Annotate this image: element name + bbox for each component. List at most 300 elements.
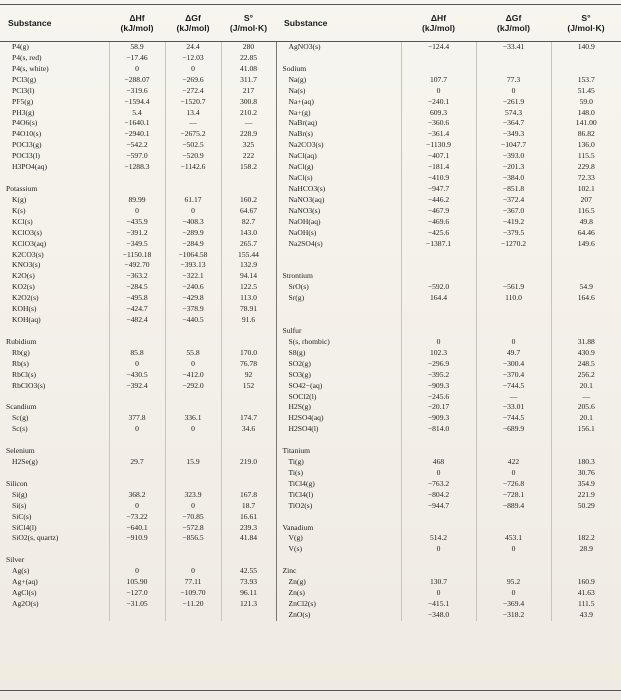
substance-cell <box>0 392 109 403</box>
substance-cell: Rb(g) <box>12 347 30 357</box>
section-heading: Silicon <box>6 478 28 488</box>
value-cell: −804.2 <box>427 489 450 499</box>
section-heading: Selenium <box>6 446 35 456</box>
value-cell: — <box>509 391 518 401</box>
value-cell <box>110 544 165 555</box>
header-dg-right: ΔGf (kJ/mol) <box>476 5 551 42</box>
value-cell: −410.9 <box>427 173 450 183</box>
value-cell: 164.4 <box>429 293 448 303</box>
value-cell <box>166 326 221 337</box>
value-cell: 110.0 <box>505 293 522 303</box>
substance-cell <box>0 326 109 337</box>
value-cell: −370.4 <box>502 369 525 379</box>
value-cell <box>402 446 476 457</box>
value-cell: 155.44 <box>238 249 259 259</box>
value-cell: 20.1 <box>579 413 593 423</box>
value-cell: −640.1 <box>126 522 148 532</box>
value-cell: −109.70 <box>180 588 206 598</box>
value-cell: −430.5 <box>126 369 148 379</box>
value-cell: 336.1 <box>184 413 202 423</box>
value-cell: −467.9 <box>427 205 450 215</box>
value-cell: 55.8 <box>186 347 200 357</box>
value-cell: −1064.58 <box>178 249 208 259</box>
value-cell <box>402 315 476 326</box>
value-cell: 24.4 <box>186 42 200 51</box>
value-cell: 0 <box>135 500 139 510</box>
value-cell: 16.61 <box>239 511 258 521</box>
value-cell: 0 <box>191 424 195 434</box>
value-cell <box>110 479 165 490</box>
substance-cell <box>277 53 401 64</box>
value-cell: 28.9 <box>579 544 593 554</box>
value-cell: 160.9 <box>577 577 595 587</box>
value-cell: 0 <box>511 588 516 598</box>
value-cell: −1270.2 <box>500 238 527 248</box>
header-row <box>0 5 621 42</box>
header-dg-left: ΔGf (kJ/mol) <box>165 5 221 42</box>
value-cell <box>222 435 276 446</box>
value-cell: 300.8 <box>239 96 258 106</box>
substance-cell: NaCl(s) <box>288 173 313 183</box>
value-cell: 77.11 <box>184 577 202 587</box>
section-heading: Potassium <box>6 183 38 193</box>
value-cell <box>402 555 476 566</box>
substance-cell: KClO3(s) <box>12 227 42 237</box>
value-cell: 609.3 <box>429 107 448 117</box>
value-cell <box>552 304 621 315</box>
value-cell: −361.4 <box>427 129 450 139</box>
value-cell: −124.4 <box>427 42 450 51</box>
value-cell: −2940.1 <box>124 129 150 139</box>
value-cell: — <box>244 118 253 128</box>
value-cell <box>402 304 476 315</box>
value-cell <box>477 64 551 75</box>
substance-cell: K(s) <box>12 205 26 215</box>
value-cell: −322.1 <box>182 271 204 281</box>
value-cell: −728.1 <box>502 489 525 499</box>
value-cell <box>552 512 621 523</box>
value-cell: 49.7 <box>506 347 521 357</box>
substance-cell: S8(g) <box>288 347 306 357</box>
value-cell: 143.0 <box>239 227 258 237</box>
value-cell <box>477 250 551 261</box>
substance-cell: H3PO4(aq) <box>12 162 48 172</box>
value-cell: 222 <box>242 151 255 161</box>
substance-cell: SO3(g) <box>288 369 311 379</box>
value-cell: 61.17 <box>184 194 202 204</box>
value-cell: −744.5 <box>502 413 525 423</box>
value-cell: 205.6 <box>577 402 595 412</box>
value-cell: 73.93 <box>239 577 258 587</box>
value-cell: −201.3 <box>502 162 525 172</box>
substance-cell: TiCl4(l) <box>288 489 314 499</box>
section-heading: Sulfur <box>282 325 302 335</box>
section-heading: Rubidium <box>6 336 37 346</box>
value-cell: −393.0 <box>502 151 525 161</box>
right-dg-column <box>476 42 551 621</box>
value-cell: 0 <box>436 588 441 598</box>
substance-cell: KClO3(aq) <box>12 238 47 248</box>
value-cell <box>402 566 476 577</box>
value-cell: 148.0 <box>577 107 595 117</box>
value-cell <box>110 446 165 457</box>
value-cell <box>222 173 276 184</box>
value-cell: 54.9 <box>579 282 593 292</box>
value-cell: 0 <box>135 566 139 576</box>
substance-cell <box>277 435 401 446</box>
substance-cell: RbClO3(s) <box>12 380 46 390</box>
substance-cell: SO2(g) <box>288 358 311 368</box>
section-heading: Vanadium <box>282 522 314 532</box>
value-cell: −360.6 <box>427 118 450 128</box>
section-heading: Zinc <box>282 566 297 576</box>
value-cell: −378.9 <box>182 304 204 314</box>
value-cell <box>222 326 276 337</box>
table-bottom-rule <box>0 690 621 691</box>
value-cell <box>477 555 551 566</box>
value-cell: 94.14 <box>239 271 258 281</box>
substance-cell: TiCl4(g) <box>288 478 315 488</box>
value-cell: 239.3 <box>239 522 258 532</box>
value-cell <box>110 337 165 348</box>
value-cell: 64.46 <box>577 227 595 237</box>
value-cell: −419.2 <box>502 216 525 226</box>
substance-cell: K2O2(s) <box>12 293 39 303</box>
value-cell <box>166 555 221 566</box>
section-heading: Scandium <box>6 402 37 412</box>
value-cell <box>477 446 551 457</box>
value-cell: 31.88 <box>577 336 595 346</box>
left-dh-column <box>109 42 165 621</box>
value-cell: 89.99 <box>128 194 146 204</box>
substance-cell: NaBr(aq) <box>288 118 318 128</box>
value-cell: −372.4 <box>502 194 525 204</box>
value-cell <box>110 468 165 479</box>
substance-cell: P4O10(s) <box>12 129 42 139</box>
value-cell <box>222 468 276 479</box>
value-cell <box>552 523 621 534</box>
value-cell: −70.85 <box>182 511 204 521</box>
value-cell: 29.7 <box>130 457 144 467</box>
value-cell: −12.03 <box>182 52 204 62</box>
value-cell: 41.84 <box>239 533 258 543</box>
value-cell: 0 <box>135 424 139 434</box>
value-cell: −425.6 <box>427 227 450 237</box>
value-cell: 140.9 <box>577 42 595 51</box>
value-cell: 121.3 <box>239 599 258 609</box>
substance-cell: PCl3(g) <box>12 74 37 84</box>
value-cell: −288.07 <box>124 74 150 84</box>
value-cell <box>552 555 621 566</box>
substance-cell: SiC(s) <box>12 511 32 521</box>
value-cell: −814.0 <box>427 424 450 434</box>
value-cell <box>166 402 221 413</box>
value-cell: −856.5 <box>182 533 204 543</box>
value-cell <box>166 446 221 457</box>
value-cell: 514.2 <box>429 533 448 543</box>
value-cell: 167.8 <box>239 489 258 499</box>
header-s-left: S° (J/mol·K) <box>221 5 276 42</box>
value-cell <box>110 392 165 403</box>
substance-cell: S(s, rhombic) <box>288 336 330 346</box>
value-cell <box>477 523 551 534</box>
substance-cell: H2SO4(aq) <box>288 413 324 423</box>
value-cell: −269.6 <box>182 74 204 84</box>
substance-cell: H2Se(g) <box>12 457 38 467</box>
value-cell: −272.4 <box>182 85 204 95</box>
substance-cell: NaNO3(aq) <box>288 194 325 204</box>
value-cell <box>166 479 221 490</box>
value-cell <box>222 392 276 403</box>
value-cell: −1288.3 <box>124 162 150 172</box>
value-cell <box>222 544 276 555</box>
value-cell: −73.22 <box>126 511 148 521</box>
value-cell: 0 <box>191 566 195 576</box>
value-cell: −348.0 <box>427 609 450 619</box>
value-cell: 77.3 <box>506 74 521 84</box>
value-cell: −1387.1 <box>425 238 452 248</box>
value-cell: 229.8 <box>577 162 595 172</box>
value-cell <box>166 544 221 555</box>
value-cell: −561.9 <box>502 282 525 292</box>
substance-cell <box>0 435 109 446</box>
value-cell: 91.6 <box>241 315 256 325</box>
value-cell: −597.0 <box>126 151 148 161</box>
substance-cell: Si(s) <box>12 500 27 510</box>
substance-cell <box>0 173 109 184</box>
substance-cell: Ag(s) <box>12 566 30 576</box>
value-cell <box>402 271 476 282</box>
value-cell: 20.1 <box>579 380 593 390</box>
value-cell <box>552 446 621 457</box>
value-cell <box>110 326 165 337</box>
left-dg-column <box>165 42 221 621</box>
substance-cell <box>0 468 109 479</box>
value-cell <box>477 260 551 271</box>
value-cell: 256.2 <box>577 369 595 379</box>
substance-cell: KNO3(s) <box>12 260 41 270</box>
value-cell: −412.0 <box>182 369 204 379</box>
substance-cell: Sc(s) <box>12 424 28 434</box>
substance-cell <box>277 512 401 523</box>
substance-cell: PF5(g) <box>12 96 34 106</box>
value-cell: 113.0 <box>240 293 257 303</box>
value-cell <box>552 566 621 577</box>
value-cell: 0 <box>191 63 195 73</box>
right-dh-column <box>401 42 476 621</box>
value-cell <box>402 512 476 523</box>
value-cell: 149.6 <box>577 238 595 248</box>
value-cell: −349.3 <box>502 129 525 139</box>
value-cell: 0 <box>135 205 139 215</box>
value-cell: −292.0 <box>182 380 204 390</box>
value-cell: 0 <box>191 358 195 368</box>
value-cell: 85.8 <box>130 347 144 357</box>
value-cell <box>402 64 476 75</box>
value-cell: −1640.1 <box>124 118 150 128</box>
header-s-right: S° (J/mol·K) <box>551 5 621 42</box>
value-cell: 95.2 <box>506 577 521 587</box>
substance-cell: NaCl(g) <box>288 162 314 172</box>
substance-cell: Ti(s) <box>288 467 303 477</box>
value-cell <box>552 64 621 75</box>
value-cell: −2675.2 <box>180 129 206 139</box>
value-cell: −240.6 <box>182 282 204 292</box>
substance-cell: ZnCl2(s) <box>288 599 316 609</box>
value-cell: 58.9 <box>130 42 144 51</box>
value-cell: 323.9 <box>184 489 202 499</box>
value-cell: 102.1 <box>577 183 595 193</box>
substance-cell: H2S(g) <box>288 402 311 412</box>
value-cell: 228.9 <box>239 129 258 139</box>
value-cell: 41.63 <box>577 588 595 598</box>
value-cell <box>402 260 476 271</box>
substance-cell <box>277 250 401 261</box>
value-cell: −429.8 <box>182 293 204 303</box>
substance-cell: NaOH(s) <box>288 227 317 237</box>
value-cell: 51.45 <box>577 85 595 95</box>
value-cell: 105.90 <box>126 577 148 587</box>
value-cell: 0 <box>511 85 516 95</box>
substance-cell <box>277 260 401 271</box>
value-cell <box>477 304 551 315</box>
value-cell: −1130.9 <box>426 140 451 150</box>
substance-cell: Na+(aq) <box>288 96 314 106</box>
value-cell <box>477 512 551 523</box>
substance-cell: SO42−(aq) <box>288 380 323 390</box>
value-cell: 76.78 <box>239 358 258 368</box>
right-substance-column <box>276 42 401 621</box>
value-cell: −542.2 <box>126 140 148 150</box>
value-cell: −284.9 <box>182 238 204 248</box>
substance-cell: Zn(s) <box>288 588 305 598</box>
value-cell: −11.20 <box>182 599 204 609</box>
substance-cell: AgCl(s) <box>12 588 37 598</box>
substance-cell: Sr(g) <box>288 293 305 303</box>
value-cell: 156.1 <box>577 424 595 434</box>
value-cell: 0 <box>191 500 195 510</box>
value-cell: −1520.7 <box>180 96 206 106</box>
value-cell: −384.0 <box>502 173 525 183</box>
value-cell <box>110 184 165 195</box>
value-cell: 430.9 <box>577 347 595 357</box>
value-cell <box>166 184 221 195</box>
substance-cell: POCl3(l) <box>12 151 40 161</box>
value-cell: −947.7 <box>427 183 450 193</box>
value-cell: −261.9 <box>502 96 525 106</box>
value-cell: −492.70 <box>124 260 150 270</box>
substance-cell: P4(s, white) <box>12 63 49 73</box>
value-cell: −910.9 <box>126 533 148 543</box>
value-cell: 468 <box>432 457 445 467</box>
value-cell: 82.7 <box>241 216 256 226</box>
substance-cell: Ti(g) <box>288 457 304 467</box>
substance-cell: K2CO3(s) <box>12 249 44 259</box>
value-cell: 325 <box>242 140 255 150</box>
value-cell: 453.1 <box>504 533 523 543</box>
substance-cell: Ag2O(s) <box>12 599 39 609</box>
substance-cell: AgNO3(s) <box>288 42 321 51</box>
substance-cell: KOH(s) <box>12 304 37 314</box>
value-cell <box>552 271 621 282</box>
substance-cell: ZnO(s) <box>288 609 311 619</box>
value-cell: −284.5 <box>126 282 148 292</box>
left-substance-column <box>0 42 109 621</box>
value-cell <box>552 250 621 261</box>
value-cell <box>222 479 276 490</box>
value-cell: −851.8 <box>502 183 525 193</box>
substance-cell: P4O6(s) <box>12 118 38 128</box>
value-cell: −393.13 <box>180 260 206 270</box>
value-cell: 41.08 <box>239 63 258 73</box>
value-cell <box>477 326 551 337</box>
value-cell <box>222 446 276 457</box>
value-cell <box>222 337 276 348</box>
value-cell: −20.17 <box>427 402 450 412</box>
substance-cell: P4(s, red) <box>12 52 42 62</box>
substance-cell: PH3(g) <box>12 107 35 117</box>
value-cell: 0 <box>436 336 441 346</box>
value-cell: 153.7 <box>577 74 595 84</box>
substance-cell: K2O(s) <box>12 271 35 281</box>
value-cell: 0 <box>436 544 441 554</box>
value-cell: 130.7 <box>429 577 448 587</box>
value-cell: −379.5 <box>502 227 525 237</box>
value-cell: −482.4 <box>126 315 148 325</box>
value-cell: −592.0 <box>427 282 450 292</box>
value-cell: 22.85 <box>239 52 258 62</box>
value-cell: −318.2 <box>502 609 525 619</box>
value-cell <box>477 566 551 577</box>
substance-cell: NaOH(aq) <box>288 216 321 226</box>
substance-cell: SOCl2(l) <box>288 391 317 401</box>
value-cell: 0 <box>511 544 516 554</box>
value-cell: 92 <box>244 369 253 379</box>
value-cell: 43.9 <box>579 609 593 619</box>
substance-cell: RbCl(s) <box>12 369 37 379</box>
value-cell: 368.2 <box>128 489 146 499</box>
value-cell: 0 <box>436 467 441 477</box>
value-cell: −502.5 <box>182 140 204 150</box>
value-cell <box>110 435 165 446</box>
value-cell: −726.8 <box>502 478 525 488</box>
section-heading: Titanium <box>282 446 311 456</box>
substance-cell: Si(g) <box>12 489 28 499</box>
value-cell: 34.6 <box>241 424 256 434</box>
value-cell: 72.33 <box>577 173 595 183</box>
value-cell: −407.1 <box>427 151 450 161</box>
section-heading: Sodium <box>282 63 307 73</box>
value-cell: 265.7 <box>239 238 258 248</box>
value-cell: 15.9 <box>186 457 200 467</box>
value-cell: 107.7 <box>429 74 448 84</box>
value-cell <box>552 260 621 271</box>
value-cell: 280 <box>242 42 255 51</box>
value-cell: −520.9 <box>182 151 204 161</box>
value-cell: −495.8 <box>126 293 148 303</box>
substance-cell: K(g) <box>12 194 27 204</box>
value-cell: −763.2 <box>427 478 450 488</box>
value-cell: −240.1 <box>427 96 450 106</box>
value-cell: 170.0 <box>239 347 258 357</box>
value-cell <box>477 435 551 446</box>
substance-cell: Na(g) <box>288 74 307 84</box>
value-cell: 182.2 <box>577 533 595 543</box>
substance-cell: NaBr(s) <box>288 129 313 139</box>
substance-cell: Na2SO4(s) <box>288 238 323 248</box>
value-cell: 174.7 <box>239 413 258 423</box>
value-cell: 102.3 <box>429 347 448 357</box>
